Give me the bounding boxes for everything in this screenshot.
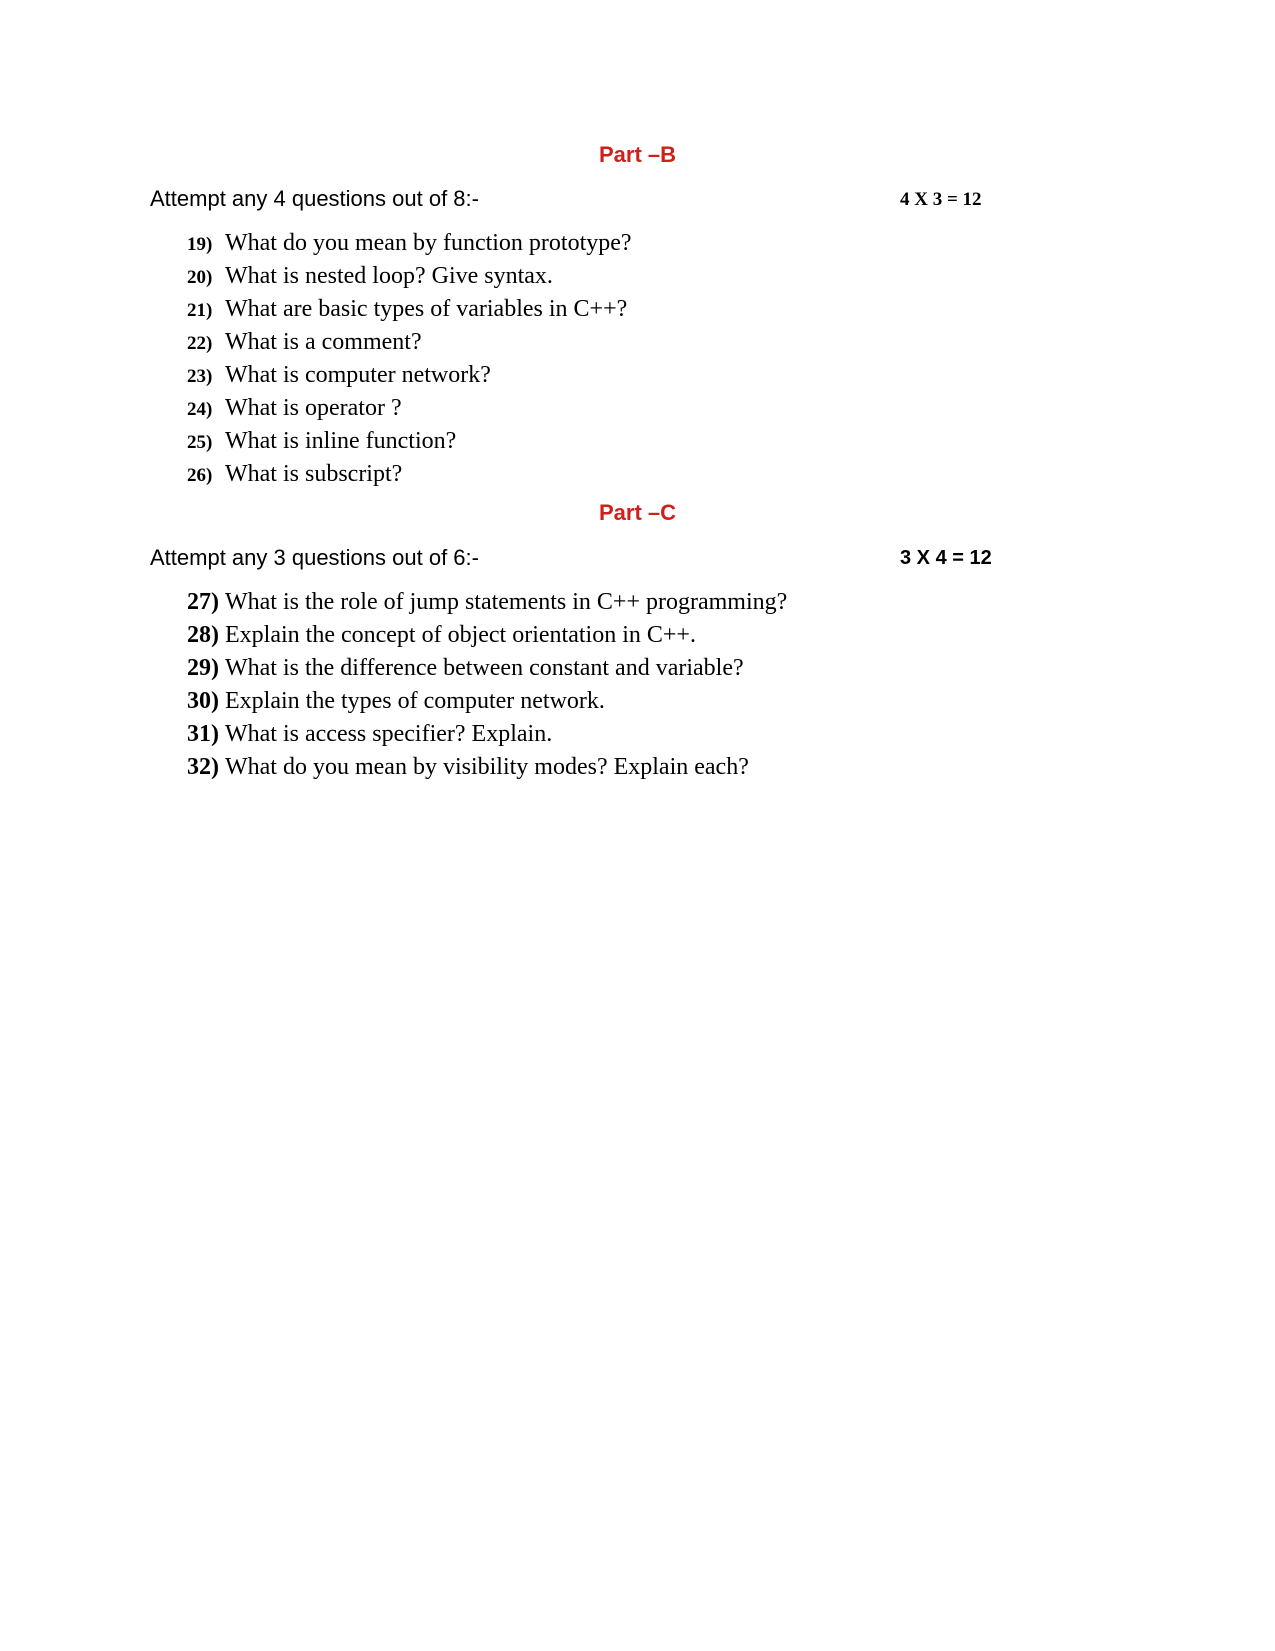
- question-text: What do you mean by function prototype?: [225, 230, 632, 256]
- question-number: 26): [187, 465, 213, 486]
- question-text: What is nested loop? Give syntax.: [225, 263, 553, 289]
- question-item: [187, 329, 632, 362]
- question-item: [187, 395, 632, 428]
- question-text: Explain the types of computer network.: [225, 688, 605, 714]
- question-number: 30): [187, 688, 219, 714]
- part-b-question-list: [187, 230, 632, 494]
- question-number: 25): [187, 432, 213, 453]
- question-item: [187, 589, 787, 622]
- question-number: 28): [187, 622, 219, 648]
- question-text: What do you mean by visibility modes? Explain each?: [225, 754, 749, 780]
- question-number: 21): [187, 300, 213, 321]
- part-b-title: Part –B: [598, 142, 677, 167]
- question-item: [187, 362, 632, 395]
- question-number: 19): [187, 234, 213, 255]
- question-item: [187, 428, 632, 461]
- question-item: [187, 655, 787, 688]
- question-item: [187, 754, 787, 787]
- question-item: [187, 230, 632, 263]
- part-b-instruction: Attempt any 4 questions out of 8:-: [150, 186, 479, 211]
- question-number: 23): [187, 366, 213, 387]
- part-c-instruction: Attempt any 3 questions out of 6:-: [150, 545, 479, 570]
- question-number: 29): [187, 655, 219, 681]
- question-number: 32): [187, 754, 219, 780]
- question-text: What are basic types of variables in C++?: [225, 296, 628, 322]
- part-c-title: Part –C: [598, 500, 677, 525]
- part-b-marks: 4 X 3 = 12: [900, 189, 982, 210]
- question-text: What is inline function?: [225, 428, 457, 454]
- question-text: What is a comment?: [225, 329, 422, 355]
- question-number: 22): [187, 333, 213, 354]
- part-c-question-list: [187, 589, 787, 787]
- question-number: 27): [187, 589, 219, 615]
- question-item: [187, 721, 787, 754]
- question-text: What is operator ?: [225, 395, 402, 421]
- question-item: [187, 622, 787, 655]
- question-number: 20): [187, 267, 213, 288]
- question-item: [187, 263, 632, 296]
- part-c-marks: 3 X 4 = 12: [900, 547, 992, 569]
- question-text: What is the role of jump statements in C++ programming?: [225, 589, 788, 615]
- question-item: [187, 461, 632, 494]
- question-text: Explain the concept of object orientation in C++.: [225, 622, 696, 648]
- question-text: What is computer network?: [225, 362, 491, 388]
- question-item: [187, 688, 787, 721]
- question-text: What is subscript?: [225, 461, 403, 487]
- question-number: 24): [187, 399, 213, 420]
- question-text: What is the difference between constant and variable?: [225, 655, 744, 681]
- question-number: 31): [187, 721, 219, 747]
- question-text: What is access specifier? Explain.: [225, 721, 553, 747]
- question-item: [187, 296, 632, 329]
